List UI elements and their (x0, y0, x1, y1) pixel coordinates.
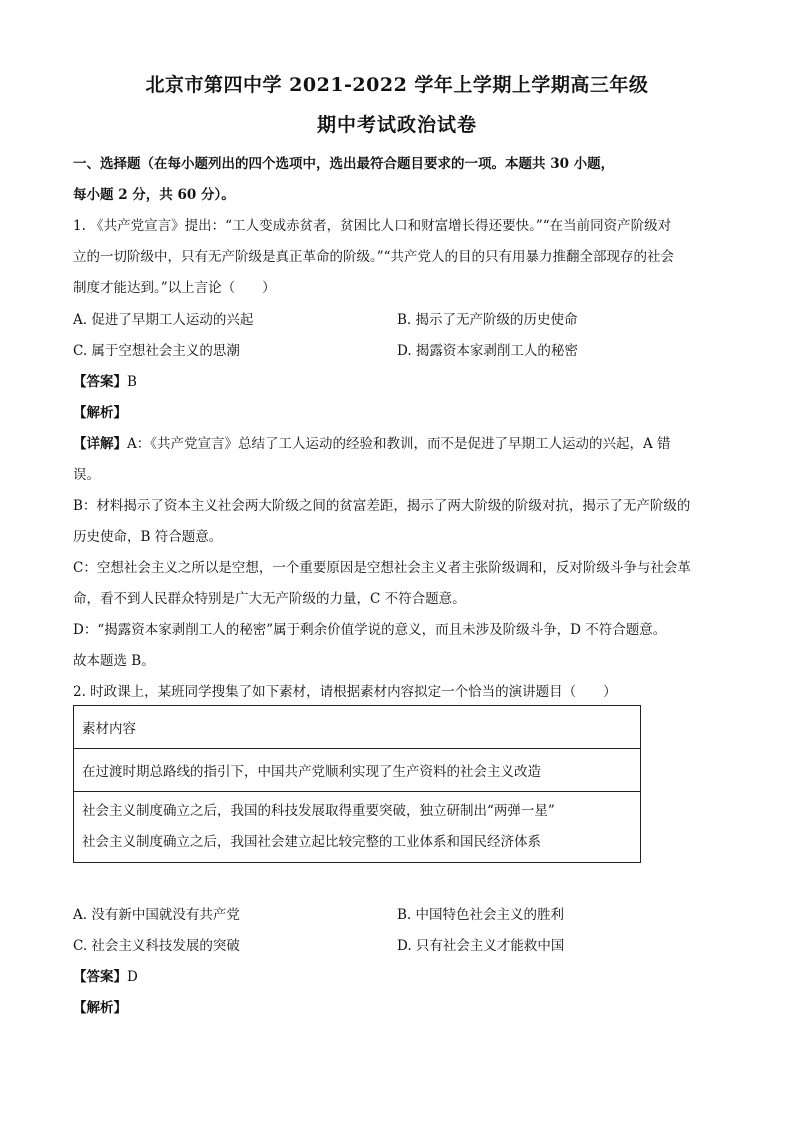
q1-stem-line2: 立的一切阶级中，只有无产阶级是真正革命的阶级。”“共产党人的目的只有用暴力推翻全部现存的社会 (73, 249, 675, 265)
section-heading-line2: 每小题 2 分，共 60 分）。 (73, 187, 235, 203)
section-heading-line1: 一、选择题（在每小题列出的四个选项中，选出最符合题目要求的一项。本题共 30 小题， (73, 156, 615, 172)
q1-detail-b-line1: B：材料揭示了资本主义社会两大阶级之间的贫富差距，揭示了两大阶级的阶级对抗，揭示了无产阶级的 (73, 498, 691, 514)
q1-option-a: A. 促进了早期工人运动的兴起 (73, 312, 254, 328)
q1-detail-d-line1: D：“揭露资本家剥削工人的秘密”属于剩余价值学说的意义，而且未涉及阶级斗争，D 不符合题意。 (73, 622, 667, 638)
q1-detail-c-line1: C：空想社会主义之所以是空想，一个重要原因是空想社会主义者主张阶级调和，反对阶级斗争与社会革 (73, 560, 691, 576)
q1-detail-a-line2: 误。 (73, 467, 100, 483)
q2-analysis-tag: 【解析】 (73, 1000, 127, 1016)
q1-analysis-tag: 【解析】 (73, 405, 127, 421)
table-row (74, 792, 641, 863)
answer-tag: 【答案】 (73, 374, 127, 390)
q1-option-b: B. 揭示了无产阶级的历史使命 (397, 312, 578, 328)
table-header-cell: 素材内容 (74, 706, 641, 749)
q2-option-d: D. 只有社会主义才能救中国 (397, 938, 565, 954)
q2-option-c: C. 社会主义科技发展的突破 (73, 938, 240, 954)
q2-option-b: B. 中国特色社会主义的胜利 (397, 907, 565, 923)
q1-detail-c-line2: 命，看不到人民群众特别是广大无产阶级的力量，C 不符合题意。 (73, 591, 466, 607)
answer-value: B (127, 374, 137, 390)
answer-value: D (127, 969, 138, 985)
detail-a-text: A：《共产党宣言》总结了工人运动的经验和教训，而不是促进了早期工人运动的兴起，A 错 (127, 436, 671, 452)
table-row (74, 706, 641, 749)
q1-stem-line3: 制度才能达到。”以上言论（ ） (73, 280, 276, 296)
table-cell: 在过渡时期总路线的指引下，中国共产党顺利实现了生产资料的社会主义改造 (74, 749, 641, 792)
material-table (73, 705, 641, 863)
exam-subtitle: 期中考试政治试卷 (316, 114, 477, 136)
q1-detail-b-line2: 历史使命，B 符合题意。 (73, 529, 223, 545)
q2-option-a: A. 没有新中国就没有共产党 (73, 907, 240, 923)
q2-stem: 2. 时政课上，某班同学搜集了如下素材，请根据素材内容拟定一个恰当的演讲题目（ ） (73, 684, 617, 700)
q2-answer (73, 965, 724, 985)
detail-tag: 【详解】 (73, 436, 127, 452)
table-cell-line: 社会主义制度确立之后，我国的科技发展取得重要突破，独立研制出“两弹一星” (82, 803, 555, 819)
q1-answer (73, 370, 724, 390)
q1-detail-a-line1 (73, 432, 724, 452)
q1-conclusion: 故本题选 B。 (73, 653, 155, 669)
table-cell-line: 社会主义制度确立之后，我国社会建立起比较完整的工业体系和国民经济体系 (82, 834, 541, 850)
table-row (74, 749, 641, 792)
answer-tag: 【答案】 (73, 969, 127, 985)
q1-stem-line1: 1. 《共产党宣言》提出：“工人变成赤贫者，贫困比人口和财富增长得还要快。”“在当前同资产阶级对 (73, 218, 672, 234)
exam-title: 北京市第四中学 2021-2022 学年上学期上学期高三年级 (145, 74, 649, 96)
table-cell (74, 792, 641, 863)
q1-option-c: C. 属于空想社会主义的思潮 (73, 343, 240, 359)
q1-option-d: D. 揭露资本家剥削工人的秘密 (397, 343, 578, 359)
